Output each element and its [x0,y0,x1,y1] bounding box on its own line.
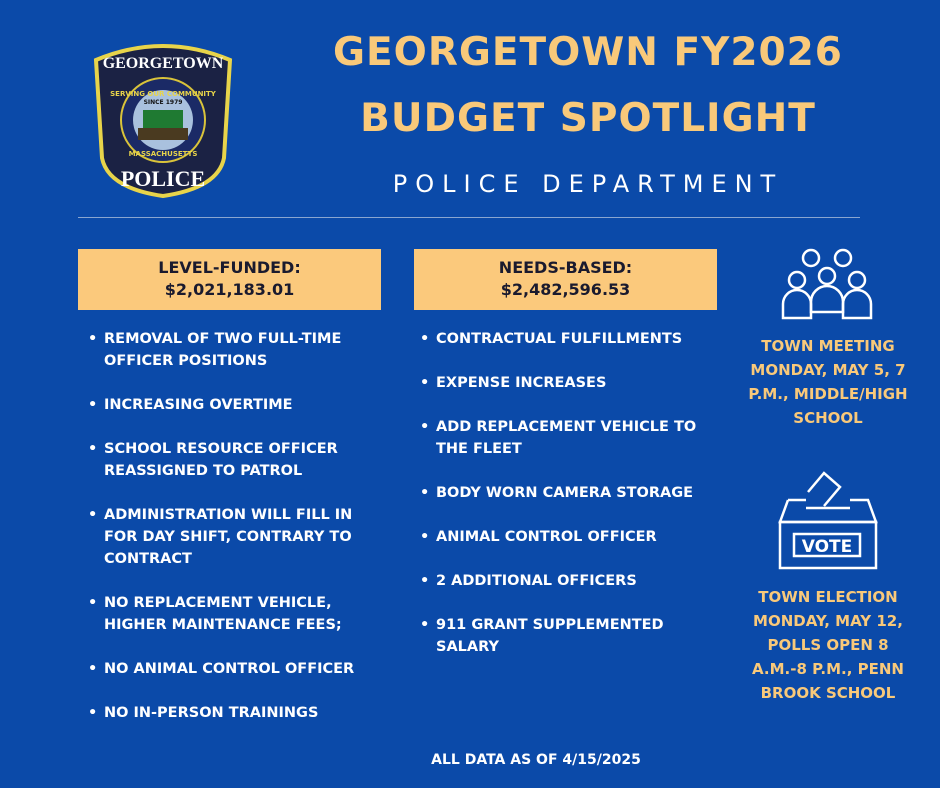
list-item: • INCREASING OVERTIME [86,394,376,416]
town-meeting-info: TOWN MEETING MONDAY, MAY 5, 7 P.M., MIDDLE/HIGH SCHOOL [748,337,908,427]
list-item: • BODY WORN CAMERA STORAGE [418,482,718,504]
police-badge-logo [88,38,238,200]
vote-label: VOTE [801,537,853,557]
list-item: • ADMINISTRATION WILL FILL IN FOR DAY SHIFT, CONTRARY TO CONTRACT [86,504,376,570]
people-group-icon [781,246,873,320]
needs-based-amount: $2,482,596.53 [500,280,631,299]
badge-since-text: SINCE 1979 [143,99,183,106]
level-funded-label: LEVEL-FUNDED: [158,258,301,277]
badge-ring-text: SERVING OUR COMMUNITY [110,90,216,98]
title-line-1: GEORGETOWN FY2026 [333,30,843,75]
list-item: • ANIMAL CONTROL OFFICER [418,526,718,548]
needs-based-list [418,328,718,680]
list-item: • REMOVAL OF TWO FULL-TIME OFFICER POSITIONS [86,328,376,372]
town-election-info: TOWN ELECTION MONDAY, MAY 12, POLLS OPEN 8 A.M.-8 P.M., PENN BROOK SCHOOL [752,588,904,702]
list-item: • NO ANIMAL CONTROL OFFICER [86,658,376,680]
level-funded-box [78,249,381,310]
level-funded-list [86,328,376,746]
list-item: • CONTRACTUAL FULFILLMENTS [418,328,718,350]
subtitle: POLICE DEPARTMENT [392,170,784,198]
badge-state-text: MASSACHUSETTS [128,150,198,158]
list-item: • NO IN-PERSON TRAININGS [86,702,376,724]
ballot-box-icon [778,470,878,570]
level-funded-amount: $2,021,183.01 [164,280,295,299]
list-item: • EXPENSE INCREASES [418,372,718,394]
list-item: • 911 GRANT SUPPLEMENTED SALARY [418,614,718,658]
list-item: • ADD REPLACEMENT VEHICLE TO THE FLEET [418,416,718,460]
list-item: • SCHOOL RESOURCE OFFICER REASSIGNED TO PATROL [86,438,376,482]
needs-based-box [414,249,717,310]
badge-bottom-text: POLICE [120,166,206,191]
divider [78,217,860,218]
data-date-footer: ALL DATA AS OF 4/15/2025 [431,752,641,768]
needs-based-label: NEEDS-BASED: [498,258,633,277]
badge-top-text: GEORGETOWN [102,55,224,72]
list-item: • 2 ADDITIONAL OFFICERS [418,570,718,592]
title-line-2: BUDGET SPOTLIGHT [360,96,816,141]
list-item: • NO REPLACEMENT VEHICLE, HIGHER MAINTENANCE FEES; [86,592,376,636]
